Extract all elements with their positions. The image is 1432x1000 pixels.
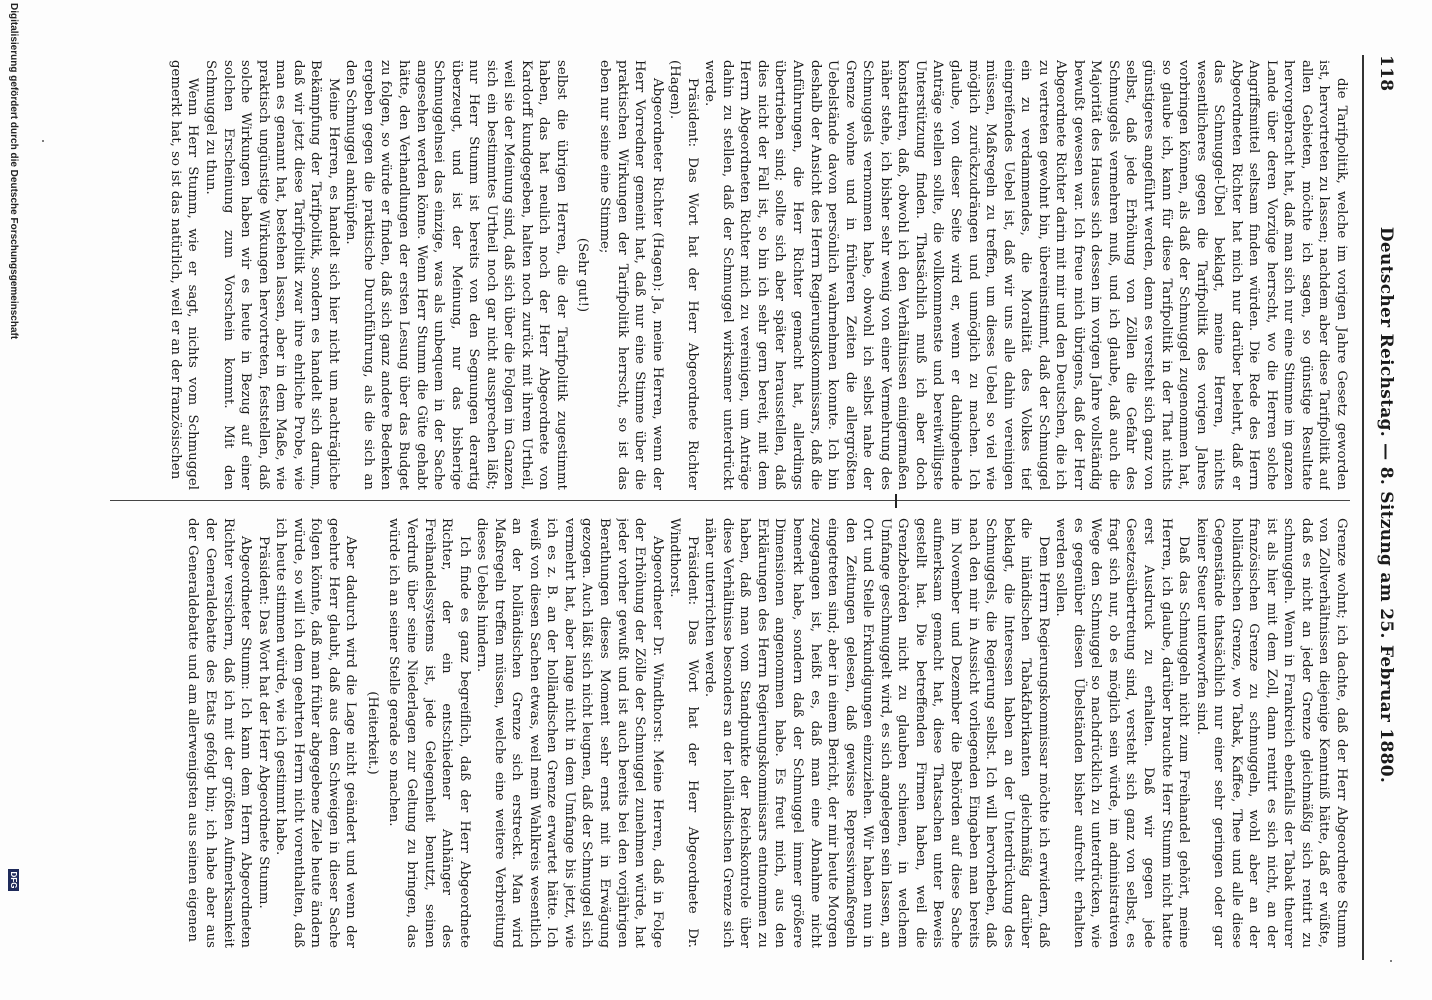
- column-divider-mark: [895, 494, 897, 508]
- page-header: [1366, 55, 1400, 955]
- paragraph: selbst die übrigen Herren, die der Tarifpolitik zugestimmt haben, das hat neulich noch der Herr Abgeordnete von Kardorff kundgegeben, halten noch zurück mit ihrem Urtheil, weil sie der Meinung sind, daß sich über die Folgen im Ganzen sich ein bestimmtes Urtheil noch gar nicht aussprechen läßt; nur Herr Stumm ist bereits von den Segnungen derartig überzeugt, und ist der Meinung, nur das bisherige Schmuggelnsei das einzige, was als unbequem in der Sache angesehen werden könne. Wenn Herr Stumm die Güte gehabt hätte, den Verhandlungen der ersten Lesung über das Budget zu folgen, so würde er finden, daß sich ganz andere Bedenken ergeben gegen die praktische Durchführung, als die sich an den Schmuggel anknüpfen.: [343, 60, 569, 490]
- speaker-paragraph: Präsident: Das Wort hat der Herr Abgeordnete Dr. Windthorst.: [667, 518, 700, 948]
- paragraph: Ich finde es ganz begreiflich, daß der Herr Abgeordnete Richter, der ein entschiedener Anhänger des Freihandelssystems ist, jede Gelegenheit benutzt, seinen Verdruß über seine Niederlagen zur Geltung zu bringen, das würde ich an seiner Stelle gerade so machen.: [386, 518, 472, 948]
- speaker-paragraph: Präsident: Das Wort hat der Herr Abgeordnete Stumm.: [255, 536, 271, 909]
- paragraph: die Tarifpolitik, welche im vorigen Jahre Gesetz geworden ist, hervortreten zu lassen; nachdem aber diese Tarifpolitik auf allen Gebieten, möchte ich sagen, so günstige Resultate hervorgebracht hat, daß man sich nur eine Stimme im ganzen Lande über deren Vorzüge herrscht, wo die Herren solche Angriffsmittel seltsam finden würden. Die Rede des Herrn Abgeordneten Richter hat mich nur darüber belehrt, daß er das Schmuggel-Übel beklagt, meine Herren, nichts wesentlicheres gegen die Tarifpolitik des vorigen Jahres vorbringen können, als daß der Schmuggel zugenommen hat, so glaube ich, kann für diese Tarifpolitik in der That nichts günstigeres angeführt werden, denn es versteht sich ganz von selbst, daß jede Erhöhung von Zöllen die Gefahr des Schmuggels vermehren muß, und ich glaube, daß auch die Majorität des Hauses sich dessen im vorigen Jahre vollständig bewußt gewesen war. Ich freue mich übrigens, daß der Herr Abgeordnete Richter darin mit mir und den Deutschen, die ich zu vertreten gewohnt bin, übereinstimmt, daß der Schmuggel ein zu verdammendes, die Moralität des Volkes tief eingreifendes Uebel ist, daß wir uns alle dahin vereinigen müssen, Maßregeln zu treffen, um dieses Uebel so viel wie möglich zurückzudrängen und unmöglich zu machen. Ich glaube, von dieser Seite wird er, wenn er dahingehende Anträge stellen sollte, die vollkommenste und bereitwilligste Unterstützung finden. Thatsächlich muß ich aber doch konstatiren, daß, obwohl ich den Verhältnissen einigermaßen näher stehe, ich bisher sehr wenig von einer Vermehrung des Schmuggels vernommen habe, obwohl ich selbst nahe der Grenze wohne und in früheren Zeiten die allergrößten Uebelstände davon persönlich wahrnehmen konnte. Ich bin deshalb der Ansicht des Herrn Regierungskommissars, daß die Anführungen, die Herr Richter gemacht hat, allerdings übertrieben sind; sollte sich aber später herausstellen, daß dies nicht der Fall ist, so bin ich sehr gern bereit, mit dem Herrn Abgeordneten Richter mich zu vereinigen, um Anträge dahin zu stellen, daß der Schmuggel wirksamer unterdrückt werde.: [702, 60, 1349, 490]
- header-rule: [1362, 55, 1364, 960]
- audience-reaction: (Heiterkeit.): [364, 691, 380, 775]
- paragraph: Wenn Herr Stumm, wie er sagt, nichts vom Schmuggel gemerkt hat, so ist das natürlich, weil er an der französischen: [167, 60, 201, 490]
- right-column: [110, 518, 1350, 948]
- scan-speck: [42, 140, 44, 142]
- scan-speck: [1390, 960, 1392, 962]
- running-head: Deutscher Reichstag. — 8. Sitzung am 25. Februar 1880.: [1376, 226, 1396, 784]
- scan-footer-strip: [8, 3, 32, 993]
- speaker-paragraph: Abgeordneter Dr. Windthorst: Meine Herren, daß in Folge der Erhöhung der Zölle der Schmuggel zunehmen würde, hat jeder vorher gewußt und ist auch bereits bei den vorjährigen Berathungen dieses Moment sehr ernst mit in Erwägung gezogen. Auch läßt sich nicht leugnen, daß der Schmuggel sich vermehrt hat, aber lange nicht in dem Umfange bis jetzt, wie ich es z. B. an der holländischen Grenze erwartet hätte. Ich weiß von diesen Sachen etwas, weil mein Wahlkreis wesentlich an der holländischen Grenze sich erstreckt. Man wird Maßregeln treffen müssen, welche eine weitere Verbreitung dieses Uebels hindern.: [474, 518, 665, 948]
- paragraph: Dem Herrn Regierungskommissar möchte ich erwidern, daß die inländischen Tabakfabrikanten gleichmäßig darüber beklagt, die Interessen haben an der Unterdrückung des Schmuggels, die Regierung selbst. Ich will hervorheben, daß nach den mir in Aussicht vorliegenden Eingaben man bereits im November und Dezember die Behörden auf diese Sache aufmerksam gemacht hat, diese Thatsachen unter Beweis gestellt hat. Die betreffenden Firmen haben, weil die Grenzbehörden nicht zu glauben schienen, in welchem Umfange geschmuggelt wird, es sich angelegen sein lassen, an Ort und Stelle Erkundigungen einzuziehen. Wir haben nun in den Zeitungen gelesen, daß gewisse Repressivmaßregeln eingetreten sind; aber in einem Bericht, der mir heute Morgen zugegangen ist, heißt es, daß man eine Abnahme nicht bemerkt habe, sondern daß der Schmuggel immer größere Dimensionen angenommen habe. Es freut mich, aus den Erklärungen des Herrn Regierungskommissars entnommen zu haben, daß man vom Standpunkte der Reichskontrole über diese Verhältnisse besonders an der holländischen Grenze sich näher unterrichten werde.: [702, 518, 1051, 948]
- paragraph: Meine Herren, es handelt sich hier nicht um nachträgliche Bekämpfung der Tarifpolitik, sondern es handelt sich darum, daß wir jetzt diese Tarifpolitik zwar ihre ehrliche Probe, wie man es genannt hat, bestehen lassen, aber in dem Maße, wie praktisch ungünstige Wirkungen hervortreten, feststellen, daß solche Wirkungen haben wir es heute in Bezug auf einer solchen Erscheinung zum Vorschein kommt. Mit den Schmuggel zu thun.: [203, 60, 341, 490]
- dfg-logo: DFG: [8, 869, 19, 891]
- paragraph: Grenze wohnt; ich dachte, daß der Herr Abgeordnete Stumm von Zollverhältnissen diejenige Kenntniß hätte, daß er wüßte, daß es nicht an jeder Grenze gleichmäßig sich rentirt zu schmuggeln. Wenn in Frankreich ebenfalls der Tabak theurer ist als hier mit dem Zoll, dann rentirt es sich nicht, an der französischen Grenze zu schmuggeln, wohl aber an der holländischen Grenze, wo Tabak, Kaffee, Thee und alle diese Gegenstände thatsächlich nur einer sehr geringen oder gar keiner Steuer unterworfen sind.: [1193, 518, 1349, 948]
- audience-reaction: (Sehr gut!): [575, 237, 591, 313]
- column-divider: [110, 500, 1350, 501]
- digitization-credit: Digitalisierung gefördert durch die Deutsche Forschungsgemeinschaft: [8, 3, 19, 340]
- page-number: 118: [1376, 55, 1396, 92]
- left-column: [110, 60, 1350, 490]
- paragraph: Aber dadurch wird die Lage nicht geändert und wenn der geehrte Herr glaubt, daß aus dem Schweigen in dieser Sache folgen könnte, daß man früher abgegebene Ziele heute ändern würde, so will ich dem geehrten Herrn nicht vorenthalten, daß ich heute stimmen würde, wie ich gestimmt habe.: [273, 518, 359, 948]
- speaker-paragraph: Abgeordneter Richter (Hagen): Ja, meine Herren, wenn der Herr Vorredner gemeint hat, daß nur eine Stimme über die praktischen Wirkungen der Tarifpolitik herrscht, so ist das eben nur seine eine Stimme;: [597, 60, 665, 490]
- speaker-paragraph: Abgeordneter Stumm: Ich kann dem Herrn Abgeordneten Richter versichern, daß ich mit der größten Aufmerksamkeit der Generaldebatte des Etats gefolgt bin; ich habe aber aus der Generaldebatte und am allerwenigsten aus seinen eigenen: [185, 518, 254, 948]
- speaker-paragraph: Präsident: Das Wort hat der Herr Abgeordnete Richter (Hagen).: [667, 60, 700, 490]
- paragraph: Daß das Schmuggeln nicht zum Freihandel gehört, meine Herren, ich glaube, darüber brauchte Herr Stumm nicht hatte erst Ausdruck zu erhalten. Daß wir gegen jede Gesetzesübertretung sind, versteht sich ganz von selbst, es fragt sich nur, ob es möglich sein würde, im administrativen Wege den Schmuggel so nachdrücklich zu unterdrücken, wie es gegenüber diesen Übelständen bisher aufrecht erhalten werden sollen.: [1053, 518, 1192, 948]
